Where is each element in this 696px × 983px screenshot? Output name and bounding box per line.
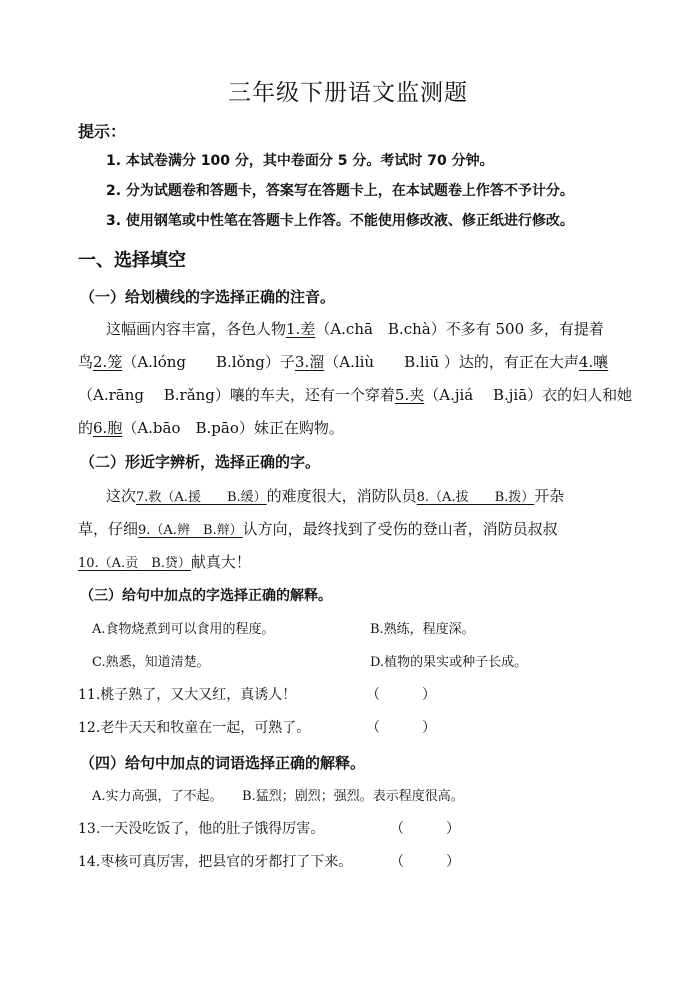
question-7: 7.救（A.援 B.缓）	[136, 490, 267, 505]
option-d: D.植物的果实或种子长成。	[370, 655, 528, 670]
question-5: 5.夹	[394, 386, 425, 404]
part-2-line-3	[78, 553, 251, 572]
text: 这幅画内容丰富，各色人物	[106, 320, 287, 338]
text: 的难度很大，消防队员	[266, 487, 417, 505]
part-2-line-1	[106, 487, 564, 506]
question-10: 10.（A.贡 B.贷）	[78, 556, 191, 571]
tip-1: 1. 本试卷满分 100 分，其中卷面分 5 分。考试时 70 分钟。	[106, 153, 494, 169]
text: 这次	[106, 487, 137, 505]
answer-blank-14[interactable]: （ ）	[390, 854, 460, 870]
text: （A.chā B.chà）不多有 500 多，有提着	[315, 320, 604, 338]
tips-heading: 提示：	[78, 122, 127, 141]
section-1-heading: 一、选择填空	[78, 250, 186, 271]
part-1-heading: （一）给划横线的字选择正确的注音。	[80, 288, 336, 306]
text: 认方向，最终找到了受伤的登山者，消防员叔叔	[242, 520, 558, 538]
tip-2: 2. 分为试题卷和答题卡，答案写在答题卡上，在本试题卷上作答不予计分。	[106, 183, 574, 199]
part-3-heading: （三）给句中加点的字选择正确的解释。	[80, 588, 332, 604]
question-14: 14.枣核可真厉害，把县官的牙都打了下来。	[78, 854, 353, 870]
question-13: 13.一天没吃饭了，他的肚子饿得厉害。	[78, 821, 325, 837]
page-title: 三年级下册语文监测题	[228, 80, 468, 106]
text: （A.rāng B.rǎng）嚷的车夫，还有一个穿着	[78, 386, 395, 404]
tip-3: 3. 使用钢笔或中性笔在答题卡上作答。不能使用修改液、修正纸进行修改。	[106, 213, 574, 229]
answer-blank-11[interactable]: （ ）	[366, 687, 436, 703]
question-6: 6.胞	[93, 419, 123, 437]
option-a: A.食物烧煮到可以食用的程度。	[92, 622, 275, 637]
question-4: 4.嚷	[578, 353, 609, 371]
question-2: 2.笼	[93, 353, 123, 371]
part-2-line-2	[78, 520, 558, 539]
part-1-line-4	[78, 419, 344, 437]
text: （A.lóng B.lǒng）子	[122, 353, 295, 371]
answer-blank-13[interactable]: （ ）	[390, 821, 460, 837]
option-c: C.熟悉，知道清楚。	[92, 655, 210, 670]
text: 草，仔细	[78, 520, 139, 538]
question-1: 1.差	[286, 320, 316, 338]
text: 鸟	[78, 353, 94, 371]
text: （A.jiá B.jiā）衣的妇人和她	[424, 386, 633, 404]
question-3: 3.溜	[294, 353, 325, 371]
text: 开杂	[534, 487, 565, 505]
text: （A.liù B.liū ）达的，有正在大声	[324, 353, 579, 371]
part-2-heading: （二）形近字辨析，选择正确的字。	[80, 453, 321, 471]
part-1-line-1	[106, 320, 604, 338]
text: 献真大！	[190, 553, 251, 571]
question-12: 12.老牛天天和牧童在一起，可熟了。	[78, 720, 311, 736]
text: （A.bāo B.pāo）妹正在购物。	[122, 419, 344, 437]
question-8: 8.（A.拔 B.拨）	[416, 490, 535, 505]
part-1-line-3	[78, 386, 632, 404]
question-11: 11.桃子熟了，又大又红，真诱人！	[78, 687, 297, 703]
options-ab: A.实力高强，了不起。 B.猛烈；剧烈；强烈。表示程度很高。	[92, 789, 464, 804]
part-1-line-2	[78, 353, 608, 371]
answer-blank-12[interactable]: （ ）	[366, 720, 436, 736]
option-b: B.熟练，程度深。	[370, 622, 475, 637]
question-9: 9.（A.辨 B.辩）	[138, 523, 243, 538]
text: 的	[78, 419, 94, 437]
part-4-heading: （四）给句中加点的词语选择正确的解释。	[80, 754, 366, 772]
